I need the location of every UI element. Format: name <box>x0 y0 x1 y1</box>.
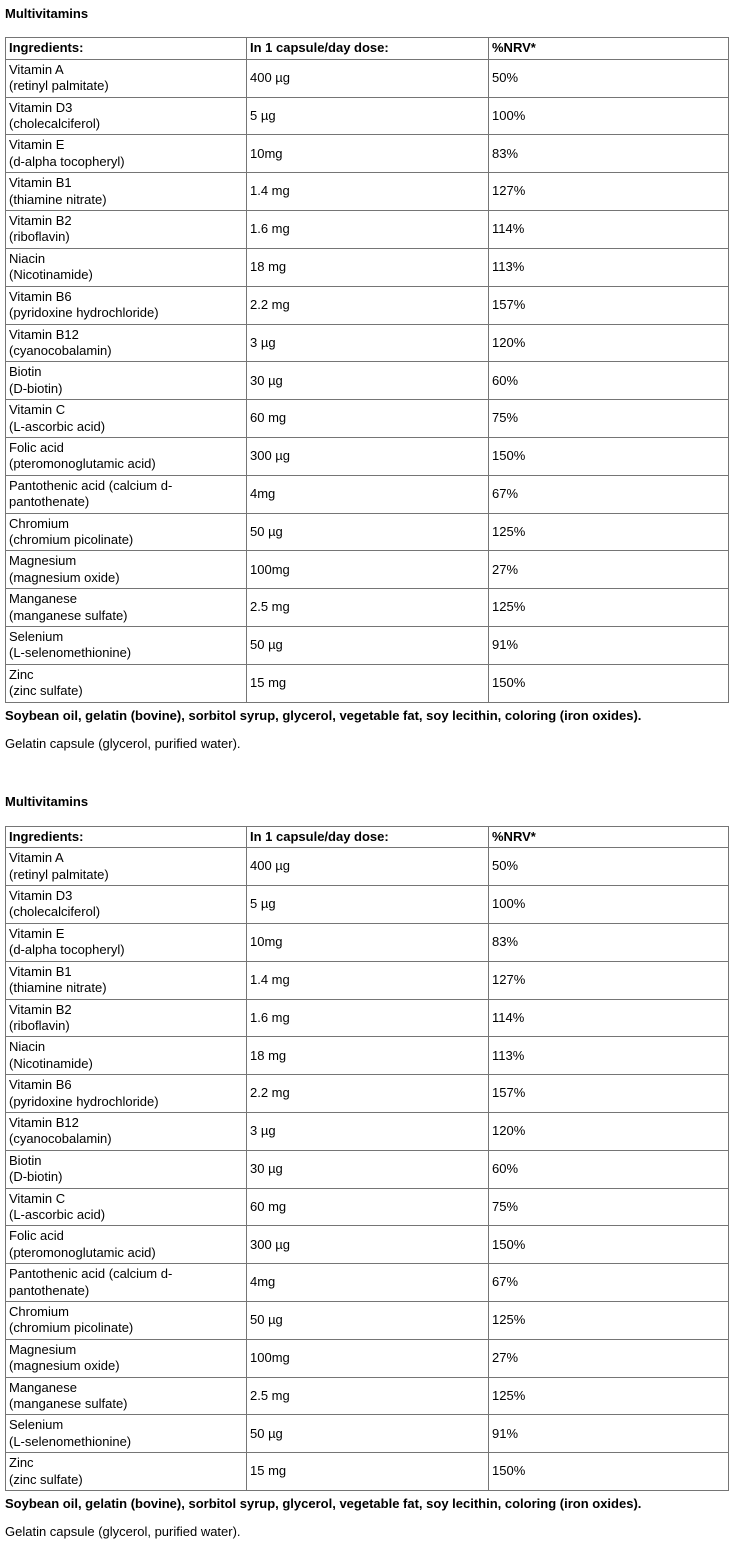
ingredient-name: Folic acid <box>9 439 64 455</box>
col-header-ingredients: Ingredients: <box>6 38 247 59</box>
ingredient-detail: (manganese sulfate) <box>9 607 128 623</box>
table-row <box>6 1112 729 1150</box>
col-header-nrv: %NRV* <box>489 38 729 59</box>
dose-cell: 30 µg <box>247 362 489 400</box>
nrv-cell: 125% <box>489 1377 729 1415</box>
dose-cell: 400 µg <box>247 848 489 886</box>
ingredient-detail: (zinc sulfate) <box>9 683 83 699</box>
table-row <box>6 923 729 961</box>
table-row <box>6 1302 729 1340</box>
table-row <box>6 475 729 513</box>
nrv-cell: 125% <box>489 589 729 627</box>
ingredient-name: Selenium <box>9 629 64 644</box>
dose-cell: 5 µg <box>247 886 489 924</box>
ingredient-name: Niacin <box>9 250 46 266</box>
ingredient-detail: (D-biotin) <box>9 380 63 396</box>
ingredient-detail: (riboflavin) <box>9 229 70 245</box>
table-row <box>6 886 729 924</box>
ingredient-name-cell <box>6 211 247 249</box>
ingredient-name-cell <box>6 923 247 961</box>
ingredient-name-cell <box>6 513 247 551</box>
ingredient-detail: (magnesium oxide) <box>9 1358 120 1374</box>
dose-cell: 1.4 mg <box>247 961 489 999</box>
nrv-cell: 60% <box>489 362 729 400</box>
nrv-cell: 125% <box>489 513 729 551</box>
ingredient-name: Vitamin B12 <box>9 326 79 342</box>
ingredient-detail: (pyridoxine hydrochloride) <box>9 1093 159 1109</box>
table-row <box>6 135 729 173</box>
nrv-cell: 125% <box>489 1302 729 1340</box>
table-row <box>6 848 729 886</box>
ingredient-detail: (pteromonoglutamic acid) <box>9 1244 156 1260</box>
table-row <box>6 173 729 211</box>
ingredient-name-cell <box>6 173 247 211</box>
nrv-cell: 114% <box>489 999 729 1037</box>
table-row <box>6 961 729 999</box>
table-row <box>6 1150 729 1188</box>
ingredient-detail: (D-biotin) <box>9 1169 63 1185</box>
ingredient-name-cell <box>6 627 247 665</box>
ingredient-detail: (magnesium oxide) <box>9 569 120 585</box>
ingredient-name: Zinc <box>9 1455 34 1471</box>
table-row <box>6 1188 729 1226</box>
ingredient-name-cell <box>6 97 247 135</box>
nrv-cell: 50% <box>489 848 729 886</box>
ingredient-name: Niacin <box>9 1039 46 1055</box>
table-row <box>6 286 729 324</box>
ingredient-name: Chromium <box>9 1304 69 1319</box>
ingredient-name-cell <box>6 400 247 438</box>
dose-cell: 400 µg <box>247 59 489 97</box>
ingredient-name: Vitamin E <box>9 925 65 941</box>
nrv-cell: 67% <box>489 475 729 513</box>
ingredient-detail: (chromium picolinate) <box>9 1320 134 1336</box>
ingredient-name-cell <box>6 1188 247 1226</box>
ingredient-name-cell <box>6 1377 247 1415</box>
ingredient-detail: (retinyl palmitate) <box>9 78 109 94</box>
ingredients-table <box>5 37 729 702</box>
ingredient-detail: (cholecalciferol) <box>9 116 101 132</box>
ingredient-detail: (thiamine nitrate) <box>9 191 107 207</box>
table-row <box>6 362 729 400</box>
ingredient-name: Manganese <box>9 1379 77 1395</box>
ingredient-name: Magnesium <box>9 553 77 569</box>
ingredient-name-cell <box>6 848 247 886</box>
dose-cell: 2.2 mg <box>247 1075 489 1113</box>
dose-cell: 1.4 mg <box>247 173 489 211</box>
ingredient-name-cell <box>6 1415 247 1453</box>
ingredient-name: Vitamin E <box>9 137 65 153</box>
nrv-cell: 150% <box>489 1453 729 1491</box>
table-body <box>6 59 729 702</box>
table-row <box>6 248 729 286</box>
table-row <box>6 1339 729 1377</box>
document-content <box>5 6 733 1541</box>
dose-cell: 60 mg <box>247 1188 489 1226</box>
ingredient-name: Biotin <box>9 1152 42 1168</box>
table-row <box>6 551 729 589</box>
table-row <box>6 1037 729 1075</box>
dose-cell: 15 mg <box>247 664 489 702</box>
nrv-cell: 127% <box>489 173 729 211</box>
ingredient-name-cell <box>6 475 247 513</box>
ingredient-detail: (cyanocobalamin) <box>9 1131 112 1147</box>
dose-cell: 5 µg <box>247 97 489 135</box>
other-ingredients-note: Soybean oil, gelatin (bovine), sorbitol syrup, glycerol, vegetable fat, soy lecithin, coloring (iron oxides). <box>5 1496 642 1512</box>
ingredient-name: Vitamin B1 <box>9 175 72 191</box>
dose-cell: 50 µg <box>247 513 489 551</box>
table-row <box>6 999 729 1037</box>
dose-cell: 30 µg <box>247 1150 489 1188</box>
ingredient-name: Zinc <box>9 666 34 682</box>
dose-cell: 1.6 mg <box>247 999 489 1037</box>
dose-cell: 3 µg <box>247 324 489 362</box>
section-heading: Multivitamins <box>5 6 89 21</box>
ingredient-detail: (thiamine nitrate) <box>9 980 107 996</box>
section-heading: Multivitamins <box>5 794 89 810</box>
ingredient-name-cell <box>6 1112 247 1150</box>
table-row <box>6 1264 729 1302</box>
ingredient-name: Vitamin D3 <box>9 888 73 904</box>
ingredient-detail: (riboflavin) <box>9 1017 70 1033</box>
dose-cell: 10mg <box>247 135 489 173</box>
dose-cell: 300 µg <box>247 437 489 475</box>
nrv-cell: 150% <box>489 437 729 475</box>
ingredient-detail: (manganese sulfate) <box>9 1396 128 1412</box>
dose-cell: 10mg <box>247 923 489 961</box>
ingredients-table <box>5 826 729 1491</box>
ingredient-name-cell <box>6 1150 247 1188</box>
ingredient-detail: (pteromonoglutamic acid) <box>9 456 156 472</box>
ingredient-name: Folic acid <box>9 1228 64 1244</box>
ingredient-detail: (zinc sulfate) <box>9 1471 83 1487</box>
col-header-nrv: %NRV* <box>489 826 729 847</box>
ingredient-detail: (Nicotinamide) <box>9 267 93 283</box>
multivitamins-section <box>5 794 733 1540</box>
ingredient-name-cell <box>6 437 247 475</box>
ingredient-name: Vitamin D3 <box>9 99 73 115</box>
ingredient-name-cell <box>6 664 247 702</box>
table-header-row <box>6 38 729 59</box>
nrv-cell: 91% <box>489 1415 729 1453</box>
dose-cell: 100mg <box>247 1339 489 1377</box>
ingredient-detail: (retinyl palmitate) <box>9 866 109 882</box>
ingredient-detail: (L-selenomethionine) <box>9 1433 132 1449</box>
ingredient-name: Vitamin B2 <box>9 1001 72 1017</box>
nrv-cell: 27% <box>489 551 729 589</box>
table-row <box>6 324 729 362</box>
nrv-cell: 127% <box>489 961 729 999</box>
dose-cell: 100mg <box>247 551 489 589</box>
ingredient-name-cell <box>6 1453 247 1491</box>
nrv-cell: 113% <box>489 248 729 286</box>
ingredient-name-cell <box>6 1075 247 1113</box>
ingredient-name-cell <box>6 1339 247 1377</box>
dose-cell: 4mg <box>247 475 489 513</box>
capsule-note: Gelatin capsule (glycerol, purified water). <box>5 1524 241 1540</box>
dose-cell: 18 mg <box>247 1037 489 1075</box>
dose-cell: 15 mg <box>247 1453 489 1491</box>
ingredient-name: Vitamin B12 <box>9 1114 79 1130</box>
dose-cell: 50 µg <box>247 1415 489 1453</box>
table-header-row <box>6 826 729 847</box>
ingredient-name: Selenium <box>9 1417 64 1433</box>
ingredient-name: Manganese <box>9 591 77 607</box>
dose-cell: 60 mg <box>247 400 489 438</box>
ingredient-name-cell <box>6 59 247 97</box>
table-row <box>6 1415 729 1453</box>
ingredient-name-cell <box>6 1264 247 1302</box>
col-header-dose: In 1 capsule/day dose: <box>247 826 489 847</box>
table-row <box>6 1453 729 1491</box>
dose-cell: 2.5 mg <box>247 589 489 627</box>
nrv-cell: 150% <box>489 664 729 702</box>
ingredient-name: Vitamin B6 <box>9 1077 72 1093</box>
ingredient-name-cell <box>6 589 247 627</box>
table-row <box>6 97 729 135</box>
dose-cell: 1.6 mg <box>247 211 489 249</box>
nrv-cell: 114% <box>489 211 729 249</box>
multivitamins-section <box>5 6 733 752</box>
table-row <box>6 1075 729 1113</box>
nrv-cell: 120% <box>489 324 729 362</box>
ingredient-name-cell <box>6 1302 247 1340</box>
nrv-cell: 83% <box>489 135 729 173</box>
table-row <box>6 59 729 97</box>
dose-cell: 18 mg <box>247 248 489 286</box>
ingredient-name: Vitamin B6 <box>9 288 72 304</box>
dose-cell: 3 µg <box>247 1112 489 1150</box>
nrv-cell: 91% <box>489 627 729 665</box>
dose-cell: 2.2 mg <box>247 286 489 324</box>
ingredient-name: Pantothenic acid (calcium d-pantothenate) <box>9 477 173 510</box>
table-row <box>6 211 729 249</box>
ingredient-detail: (Nicotinamide) <box>9 1055 93 1071</box>
dose-cell: 4mg <box>247 1264 489 1302</box>
ingredient-name-cell <box>6 286 247 324</box>
ingredient-name-cell <box>6 1037 247 1075</box>
ingredient-name-cell <box>6 886 247 924</box>
nrv-cell: 157% <box>489 286 729 324</box>
table-row <box>6 1377 729 1415</box>
ingredient-name-cell <box>6 135 247 173</box>
dose-cell: 50 µg <box>247 627 489 665</box>
ingredient-detail: (d-alpha tocopheryl) <box>9 153 125 169</box>
ingredient-detail: (L-ascorbic acid) <box>9 1206 106 1222</box>
nrv-cell: 83% <box>489 923 729 961</box>
nrv-cell: 60% <box>489 1150 729 1188</box>
ingredient-name-cell <box>6 1226 247 1264</box>
ingredient-name: Vitamin C <box>9 402 66 418</box>
ingredient-name-cell <box>6 961 247 999</box>
nrv-cell: 50% <box>489 59 729 97</box>
dose-cell: 2.5 mg <box>247 1377 489 1415</box>
ingredient-detail: (cyanocobalamin) <box>9 342 112 358</box>
nrv-cell: 157% <box>489 1075 729 1113</box>
ingredient-name: Pantothenic acid (calcium d-pantothenate) <box>9 1266 173 1298</box>
ingredient-detail: (cholecalciferol) <box>9 904 101 920</box>
col-header-dose: In 1 capsule/day dose: <box>247 38 489 59</box>
nrv-cell: 67% <box>489 1264 729 1302</box>
other-ingredients-note: Soybean oil, gelatin (bovine), sorbitol syrup, glycerol, vegetable fat, soy lecithin, coloring (iron oxides). <box>5 707 642 723</box>
table-row <box>6 437 729 475</box>
nrv-cell: 120% <box>489 1112 729 1150</box>
ingredient-name-cell <box>6 551 247 589</box>
nrv-cell: 100% <box>489 886 729 924</box>
ingredient-detail: (d-alpha tocopheryl) <box>9 942 125 958</box>
table-row <box>6 664 729 702</box>
nrv-cell: 150% <box>489 1226 729 1264</box>
ingredient-name-cell <box>6 999 247 1037</box>
table-row <box>6 400 729 438</box>
table-body <box>6 848 729 1491</box>
ingredient-name: Vitamin A <box>9 61 64 77</box>
table-row <box>6 1226 729 1264</box>
ingredient-name-cell <box>6 362 247 400</box>
nrv-cell: 27% <box>489 1339 729 1377</box>
nrv-cell: 100% <box>489 97 729 135</box>
ingredient-name: Biotin <box>9 364 42 380</box>
col-header-ingredients: Ingredients: <box>6 826 247 847</box>
ingredient-name-cell <box>6 324 247 362</box>
table-row <box>6 589 729 627</box>
ingredient-name: Vitamin B2 <box>9 213 72 229</box>
ingredient-name: Vitamin B1 <box>9 963 72 979</box>
capsule-note: Gelatin capsule (glycerol, purified water). <box>5 736 241 752</box>
ingredient-name: Vitamin A <box>9 850 64 866</box>
dose-cell: 300 µg <box>247 1226 489 1264</box>
ingredient-detail: (chromium picolinate) <box>9 531 134 547</box>
table-row <box>6 513 729 551</box>
ingredient-detail: (L-selenomethionine) <box>9 645 132 661</box>
ingredient-name: Chromium <box>9 515 69 531</box>
nrv-cell: 113% <box>489 1037 729 1075</box>
ingredient-detail: (pyridoxine hydrochloride) <box>9 305 159 321</box>
nrv-cell: 75% <box>489 400 729 438</box>
nrv-cell: 75% <box>489 1188 729 1226</box>
ingredient-name: Magnesium <box>9 1341 77 1357</box>
ingredient-detail: (L-ascorbic acid) <box>9 418 106 434</box>
ingredient-name-cell <box>6 248 247 286</box>
ingredient-name: Vitamin C <box>9 1190 66 1206</box>
dose-cell: 50 µg <box>247 1302 489 1340</box>
table-row <box>6 627 729 665</box>
